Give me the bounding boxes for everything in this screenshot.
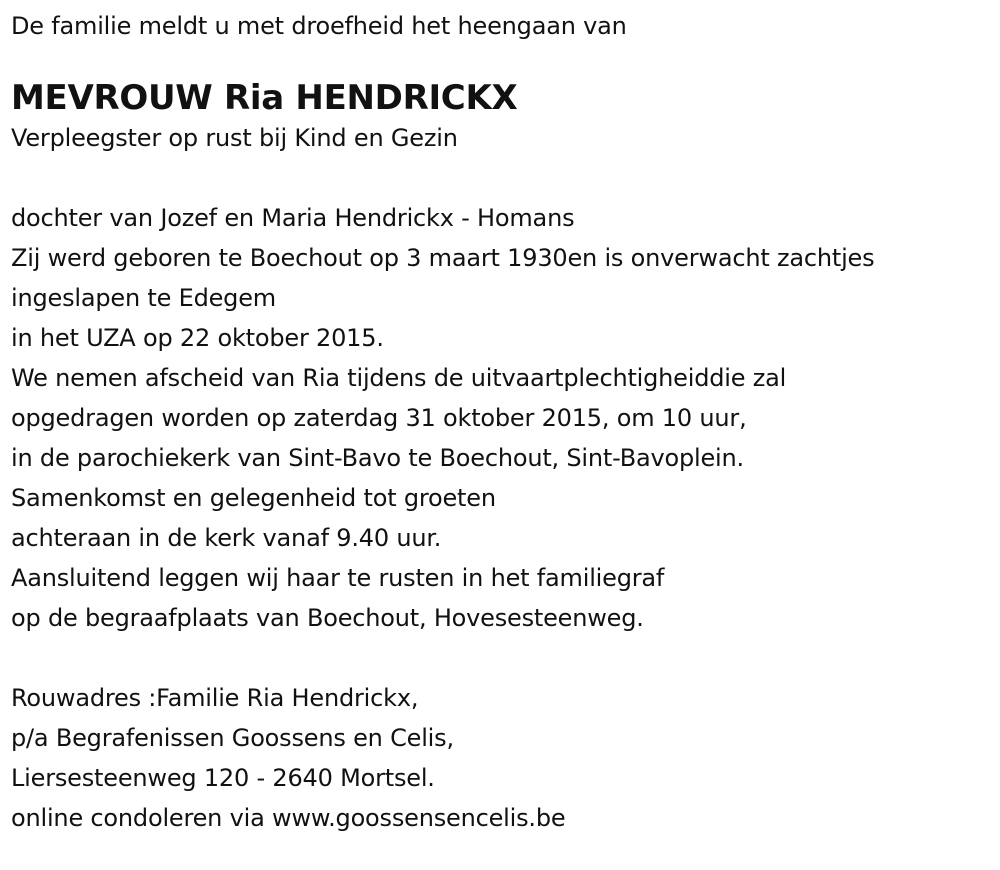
address-line: Liersesteenweg 120 - 2640 Mortsel.	[11, 764, 435, 792]
body-line: in de parochiekerk van Sint-Bavo te Boechout, Sint-Bavoplein.	[11, 444, 744, 472]
occupation-text: Verpleegster op rust bij Kind en Gezin	[11, 124, 458, 152]
body-line: Samenkomst en gelegenheid tot groeten	[11, 484, 496, 512]
body-line: opgedragen worden op zaterdag 31 oktober 2015, om 10 uur,	[11, 404, 747, 432]
body-line: Aansluitend leggen wij haar te rusten in het familiegraf	[11, 564, 665, 592]
mourning-address	[11, 678, 1000, 838]
spacer	[11, 158, 1000, 198]
body-line: achteraan in de kerk vanaf 9.40 uur.	[11, 524, 442, 552]
body-line: ingeslapen te Edegem	[11, 284, 276, 312]
body-line: dochter van Jozef en Maria Hendrickx - Homans	[11, 204, 575, 232]
intro-text: De familie meldt u met droefheid het heengaan van	[11, 12, 627, 40]
notice-body	[11, 198, 1000, 638]
body-line: in het UZA op 22 oktober 2015.	[11, 324, 384, 352]
body-line: We nemen afscheid van Ria tijdens de uitvaartplechtigheiddie zal	[11, 364, 787, 392]
body-line: op de begraafplaats van Boechout, Hovesesteenweg.	[11, 604, 644, 632]
address-line: Rouwadres :Familie Ria Hendrickx,	[11, 684, 419, 712]
address-line: p/a Begrafenissen Goossens en Celis,	[11, 724, 454, 752]
deceased-name: MEVROUW Ria HENDRICKX	[11, 78, 518, 118]
condolence-link: online condoleren via www.goossensencelis.be	[11, 804, 566, 832]
body-line: Zij werd geboren te Boechout op 3 maart 1930en is onverwacht zachtjes	[11, 244, 875, 272]
spacer	[11, 638, 1000, 678]
